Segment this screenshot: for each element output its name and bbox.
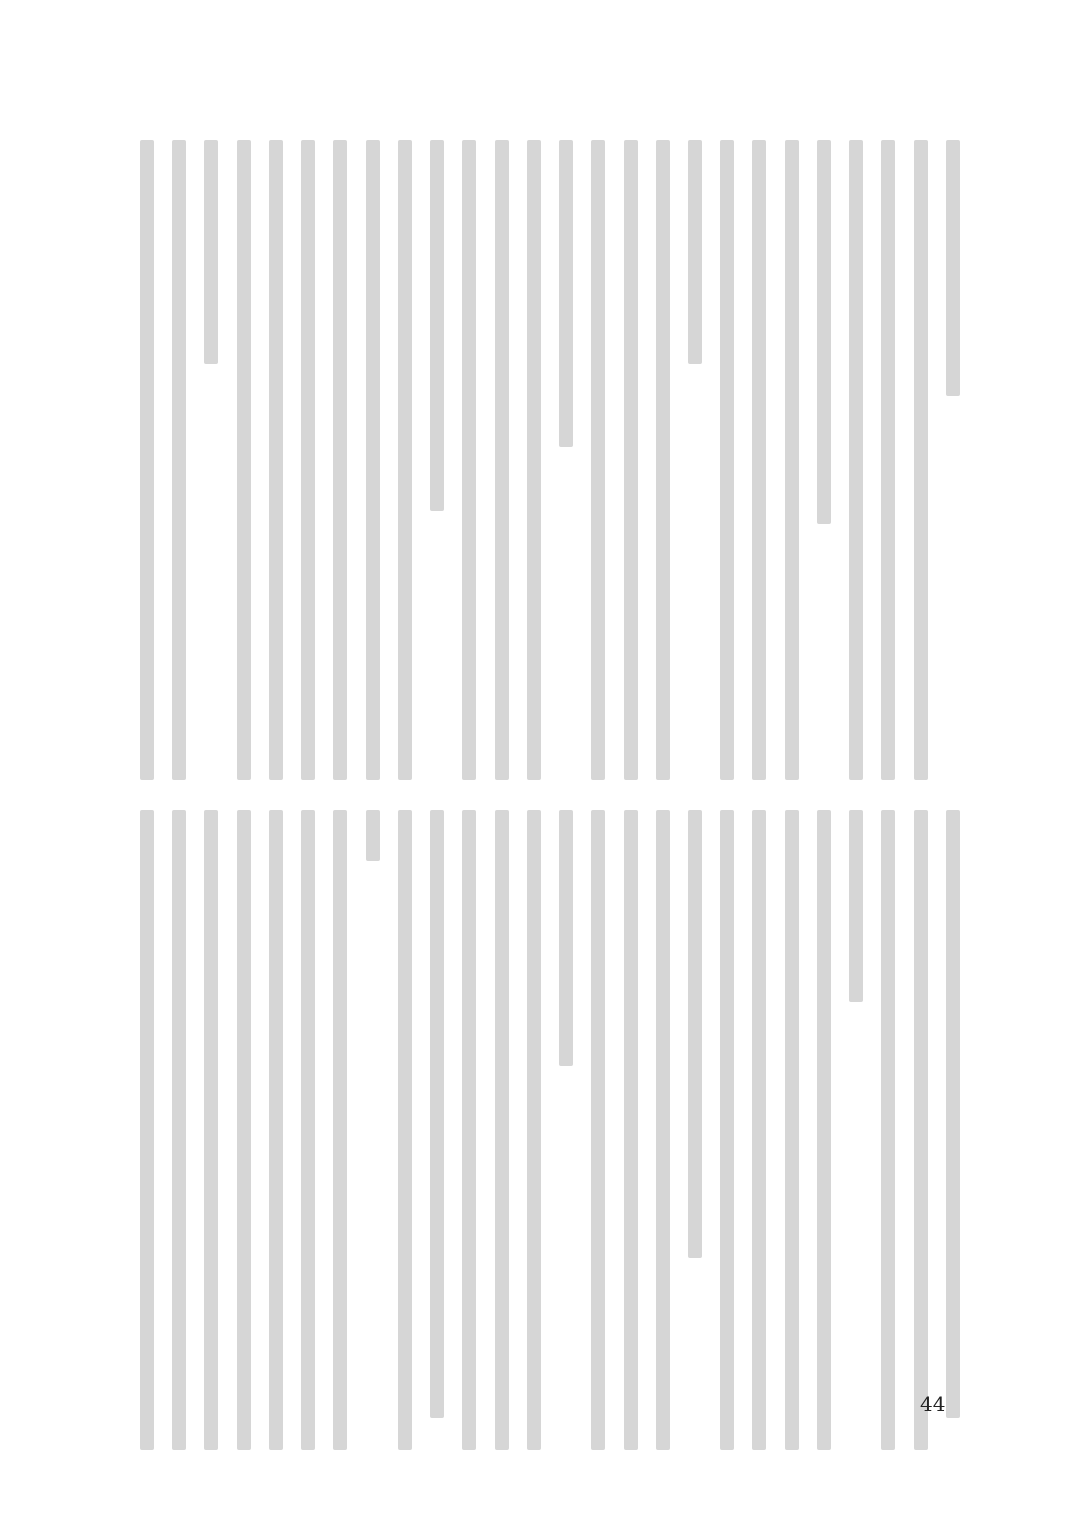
text-line-placeholder <box>269 810 283 1450</box>
page-number: 44 <box>920 1392 946 1416</box>
text-line-placeholder <box>720 140 734 780</box>
text-line-placeholder <box>527 810 541 1450</box>
text-line-placeholder <box>688 140 702 364</box>
text-line-placeholder <box>237 810 251 1450</box>
text-line-placeholder <box>301 140 315 780</box>
text-line-placeholder <box>333 810 347 1450</box>
text-line-placeholder <box>914 140 928 780</box>
text-line-placeholder <box>881 140 895 780</box>
text-line-placeholder <box>559 810 573 1066</box>
text-line-placeholder <box>366 140 380 780</box>
text-line-placeholder <box>140 810 154 1450</box>
text-line-placeholder <box>462 810 476 1450</box>
upper-text-tier <box>140 140 960 780</box>
text-line-placeholder <box>366 810 380 861</box>
text-line-placeholder <box>172 140 186 780</box>
text-line-placeholder <box>269 140 283 780</box>
text-line-placeholder <box>204 140 218 364</box>
text-line-placeholder <box>591 810 605 1450</box>
text-line-placeholder <box>237 140 251 780</box>
text-line-placeholder <box>301 810 315 1450</box>
text-line-placeholder <box>849 140 863 780</box>
text-line-placeholder <box>462 140 476 780</box>
text-line-placeholder <box>817 140 831 524</box>
text-line-placeholder <box>495 810 509 1450</box>
lower-text-tier <box>140 810 960 1450</box>
text-line-placeholder <box>881 810 895 1450</box>
text-line-placeholder <box>527 140 541 780</box>
text-line-placeholder <box>752 810 766 1450</box>
text-line-placeholder <box>688 810 702 1258</box>
text-line-placeholder <box>591 140 605 780</box>
text-line-placeholder <box>333 140 347 780</box>
text-line-placeholder <box>914 810 928 1450</box>
text-line-placeholder <box>785 810 799 1450</box>
text-line-placeholder <box>495 140 509 780</box>
text-line-placeholder <box>656 140 670 780</box>
text-line-placeholder <box>624 140 638 780</box>
text-line-placeholder <box>430 140 444 511</box>
text-line-placeholder <box>946 140 960 396</box>
text-line-placeholder <box>398 810 412 1450</box>
text-line-placeholder <box>172 810 186 1450</box>
text-line-placeholder <box>785 140 799 780</box>
text-line-placeholder <box>946 810 960 1418</box>
text-line-placeholder <box>849 810 863 1002</box>
text-line-placeholder <box>656 810 670 1450</box>
text-line-placeholder <box>204 810 218 1450</box>
text-line-placeholder <box>430 810 444 1418</box>
text-line-placeholder <box>817 810 831 1450</box>
text-line-placeholder <box>398 140 412 780</box>
text-line-placeholder <box>752 140 766 780</box>
text-line-placeholder <box>720 810 734 1450</box>
text-line-placeholder <box>559 140 573 447</box>
text-line-placeholder <box>624 810 638 1450</box>
text-line-placeholder <box>140 140 154 780</box>
